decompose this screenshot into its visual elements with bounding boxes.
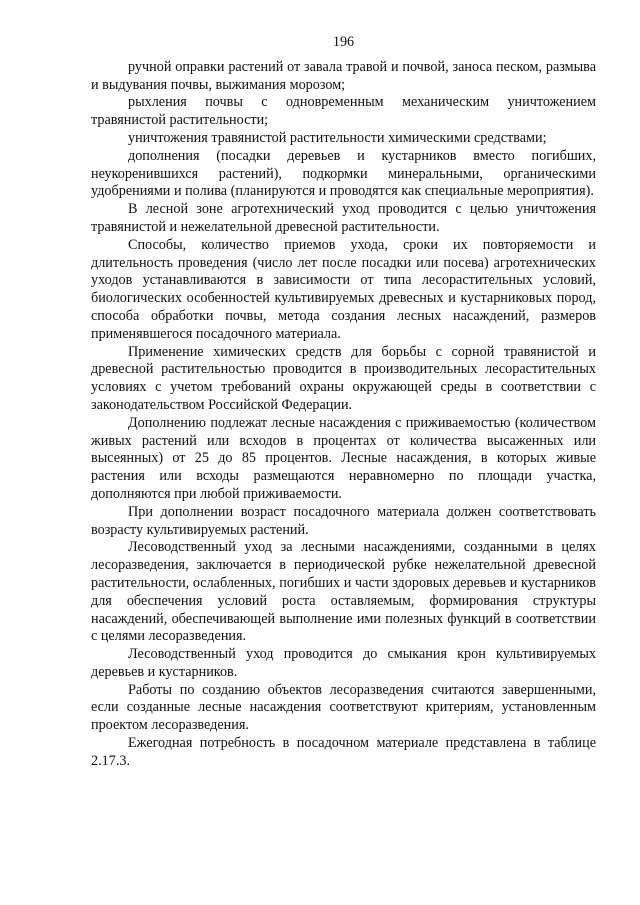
paragraph-loosening: рыхления почвы с одновременным механическим уничтожением травянистой растительности; bbox=[91, 94, 596, 129]
paragraph-silvicultural-care: Лесоводственный уход за лесными насаждениями, созданными в целях лесоразведения, заключается в периодической рубке нежелательной древесной растительности, ослабленных, погибших и части здоровых деревьев и кустарников для обеспечения условий роста оставляемым, формирования структуры насаждений, обеспечивающей выполнение ими полезных функций в соответствии с целями лесоразведения. bbox=[91, 539, 596, 645]
paragraph-chemical-weeding: уничтожения травянистой растительности химическими средствами; bbox=[128, 129, 547, 146]
page-number: 196 bbox=[332, 34, 355, 50]
paragraph-manual-straightening: ручной оправки растений от завала травой и почвой, заноса песком, размыва и выдувания почвы, выжимания морозом; bbox=[91, 58, 596, 93]
paragraph-care-duration: Лесоводственный уход проводится до смыкания крон культивируемых деревьев и кустарников. bbox=[91, 646, 596, 680]
paragraph-chemical-means: Применение химических средств для борьбы с сорной травянистой и древесной растительностью проводится в производительных лесорастительных условиях с учетом требований охраны окружающей среды в соответствии с законодательством Российской Федерации. bbox=[91, 343, 596, 413]
paragraph-replanting: дополнения (посадки деревьев и кустарников вместо погибших, неукоренившихся растений), подкормки минеральными, органическими удобрениями и полива (планируются и проводятся как специальные мероприятия). bbox=[91, 147, 596, 200]
paragraph-planting-material-age: При дополнении возраст посадочного материала должен соответствовать возрасту культивируемых растений. bbox=[91, 503, 596, 538]
document-page bbox=[91, 34, 596, 771]
paragraph-annual-demand: Ежегодная потребность в посадочном материале представлена в таблице 2.17.3. bbox=[91, 735, 596, 769]
paragraph-forest-zone-care: В лесной зоне агротехнический уход проводится с целью уничтожения травянистой и нежелательной древесной растительности. bbox=[91, 201, 596, 235]
paragraph-care-methods: Способы, количество приемов ухода, сроки их повторяемости и длительность проведения (число лет после посадки или посева) агротехнических уходов устанавливаются в зависимости от типа лесорастительных условий, биологических особенностей культивируемых древесных и кустарниковых пород, способа обработки почвы, метода создания лесных насаждений, размеров применявшегося посадочного материала. bbox=[91, 236, 596, 342]
paragraph-work-completion: Работы по созданию объектов лесоразведения считаются завершенными, если созданные лесные насаждения соответствуют критериям, установленным проектом лесоразведения. bbox=[91, 681, 596, 734]
paragraph-replanting-conditions: Дополнению подлежат лесные насаждения с приживаемостью (количеством живых растений или всходов в процентах от количества высаженных или высеянных) от 25 до 85 процентов. Лесные насаждения, в которых живые растения или всходы размещаются неравномерно по площади участка, дополняются при любой приживаемости. bbox=[91, 414, 596, 502]
